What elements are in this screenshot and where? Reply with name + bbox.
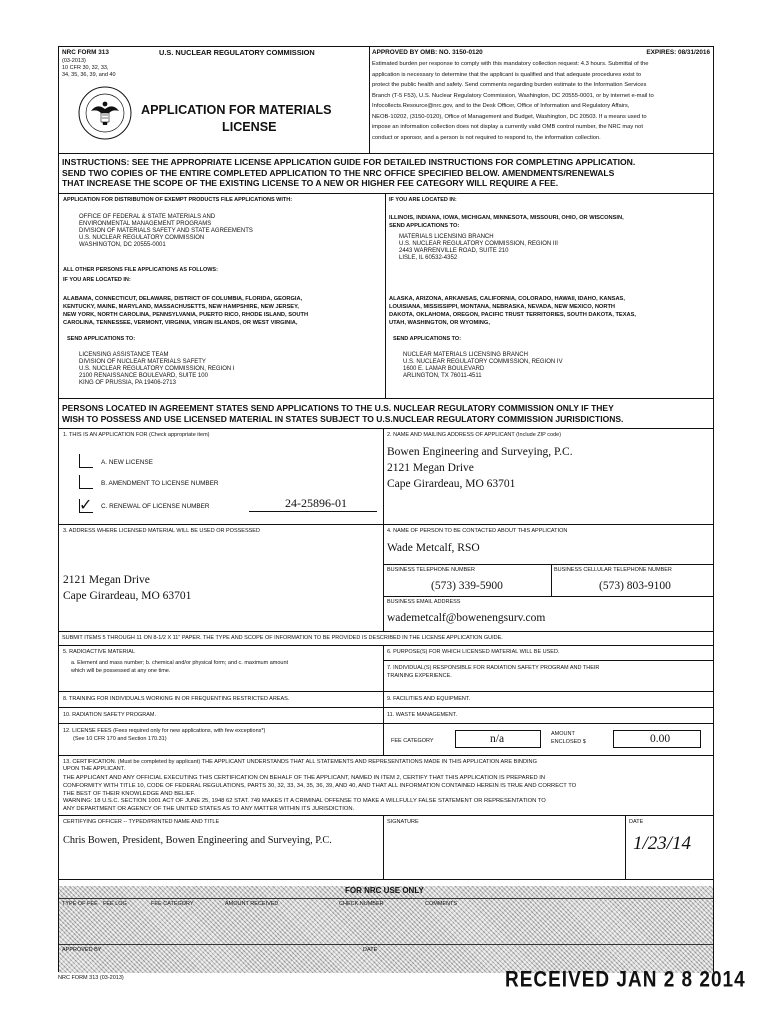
new-license-checkbox[interactable]	[79, 454, 93, 468]
check-number-label: CHECK NUMBER	[339, 901, 384, 907]
renewal-checkmark: ✓	[79, 497, 93, 514]
fee-category-field[interactable]	[455, 730, 541, 748]
item12-fees	[59, 724, 713, 756]
region3-address: MATERIALS LICENSING BRANCH U.S. NUCLEAR REGULATORY COMMISSION, REGION III 2443 WARRENVILLE ROAD, SUITE 210 LISLE, IL 60532-4352	[399, 234, 558, 261]
region4-address: NUCLEAR MATERIALS LICENSING BRANCH U.S. NUCLEAR REGULATORY COMMISSION, REGION IV 1600 E. LAMAR BOULEVARD ARLINGTON, TX 76011-4511	[403, 352, 563, 379]
item12-sub: (See 10 CFR 170 and Section 170.31)	[73, 736, 167, 742]
applicant-name[interactable]: Bowen Engineering and Surveying, P.C.	[387, 446, 573, 458]
agreement-states-text: PERSONS LOCATED IN AGREEMENT STATES SEND APPLICATIONS TO THE U.S. NUCLEAR REGULATORY COMMISSION ONLY IF THEY WISH TO POSSESS AND USE LICENSED MATERIAL IN STATES SUBJECT TO U.S.NUCLEAR REGULATORY COMMISSION JURISDICTIONS.	[62, 403, 624, 424]
use-address-street[interactable]: 2121 Megan Drive	[63, 574, 150, 586]
business-email[interactable]: wademetcalf@bowenengsurv.com	[387, 612, 546, 624]
license-number[interactable]: 24-25896-01	[285, 496, 347, 510]
item9-label: 9. FACILITIES AND EQUIPMENT.	[387, 696, 471, 702]
form-number: NRC FORM 313	[62, 49, 109, 56]
renewal-label: C. RENEWAL OF LICENSE NUMBER	[101, 503, 210, 510]
submit-note-row	[59, 632, 713, 646]
item13-certification	[59, 756, 713, 816]
item3-label: 3. ADDRESS WHERE LICENSED MATERIAL WILL BE USED OR POSSESSED	[63, 528, 260, 534]
nrc-use-heading: FOR NRC USE ONLY	[345, 886, 424, 895]
signature-row	[59, 816, 713, 880]
items-1-2	[59, 429, 713, 525]
amendment-checkbox[interactable]	[79, 475, 93, 489]
located-in-left: IF YOU ARE LOCATED IN:	[63, 277, 131, 283]
amount-received-label: AMOUNT RECEIVED	[225, 901, 279, 907]
form-title-line2: LICENSE	[222, 120, 277, 134]
items-8-9	[59, 692, 713, 708]
date-label: DATE	[629, 819, 644, 825]
item2-label: 2. NAME AND MAILING ADDRESS OF APPLICANT (Include ZIP code)	[387, 432, 562, 438]
region1-address: LICENSING ASSISTANCE TEAM DIVISION OF NUCLEAR MATERIALS SAFETY U.S. NUCLEAR REGULATORY COMMISSION, REGION I 2100 RENAISSANCE BOULEVARD, SUITE 100 KING OF PRUSSIA, PA 19406-2713	[79, 352, 235, 386]
exempt-products-address: OFFICE OF FEDERAL & STATE MATERIALS AND ENVIRONMENTAL MANAGEMENT PROGRAMS DIVISION OF MATERIALS SAFETY AND STATE AGREEMENTS U.S. NUCLEAR REGULATORY COMMISSION WASHINGTON, DC 20555-0001	[79, 214, 253, 248]
item4-label: 4. NAME OF PERSON TO BE CONTACTED ABOUT THIS APPLICATION	[387, 528, 568, 534]
instructions-text: INSTRUCTIONS: SEE THE APPROPRIATE LICENSE APPLICATION GUIDE FOR DETAILED INSTRUCTIONS FOR COMPLETING APPLICATION. SEND TWO COPIES OF THE ENTIRE COMPLETED APPLICATION TO THE NRC OFFICE SPECIFIED BELOW. AMENDMENTS/RENEWALS THAT INCREASE THE SCOPE OF THE EXISTING LICENSE TO A NEW OR HIGHER FEE CATEGORY WILL REQUIRE A FEE.	[62, 157, 636, 188]
exempt-products-heading: APPLICATION FOR DISTRIBUTION OF EXEMPT PRODUCTS FILE APPLICATIONS WITH:	[63, 197, 293, 203]
business-cell[interactable]: (573) 803-9100	[599, 580, 671, 592]
burden-statement: Estimated burden per response to comply with this mandatory collection request: 4.3 hours. Submittal of the application is necessary to determine that the applicant is qualified and that adequate procedures exist to protect the public health and safety. Send comments regarding burden estimate to the Information Services Branch (T-5 F53), U.S. Nuclear Regulatory Commission, Washington, DC 20555-0001, or by internet e-mail to Infocollects.Resource@nrc.gov, and to the Desk Officer, Office of Information and Regulatory Affairs, NEOB-10202, (3150-0120), Office of Management and Budget, Washington, DC 20503. If a means used to impose an information collection does not display a currently valid OMB control number, the NRC may not conduct or sponsor, and a person is not required to respond to, the information collection.	[372, 61, 654, 141]
submit-note: SUBMIT ITEMS 5 THROUGH 11 ON 8-1/2 X 11" PAPER. THE TYPE AND SCOPE OF INFORMATION TO BE PROVIDED IS DESCRIBED IN THE LICENSE APPLICATION GUIDE.	[62, 635, 503, 641]
form-header	[59, 47, 713, 154]
cell-label: BUSINESS CELLULAR TELEPHONE NUMBER	[554, 567, 672, 573]
received-stamp: RECEIVED JAN 2 8 2014	[505, 968, 746, 993]
form-revision: (03-2013)	[62, 58, 86, 64]
certifying-officer-label: CERTIFYING OFFICER -- TYPED/PRINTED NAME AND TITLE	[63, 819, 220, 825]
footer-form-number: NRC FORM 313 (03-2013)	[58, 975, 124, 981]
located-in-right: IF YOU ARE LOCATED IN:	[389, 197, 457, 203]
type-of-fee-label: TYPE OF FEE	[62, 901, 98, 907]
items-10-11	[59, 708, 713, 724]
distribution-section	[59, 194, 713, 399]
items-3-4	[59, 525, 713, 632]
fee-log-label: FEE LOG	[103, 901, 127, 907]
item5-label: 5. RADIOACTIVE MATERIAL	[63, 649, 136, 655]
amount-enclosed-label: AMOUNT ENCLOSED $	[551, 731, 586, 745]
form-title: APPLICATION FOR MATERIALS	[141, 103, 332, 117]
contact-person[interactable]: Wade Metcalf, RSO	[387, 542, 480, 554]
approved-by-label: APPROVED BY	[62, 947, 102, 953]
comments-label: COMMENTS	[425, 901, 458, 907]
region4-states: ALASKA, ARIZONA, ARKANSAS, CALIFORNIA, COLORADO, HAWAII, IDAHO, KANSAS, LOUISIANA, MISSISSIPPI, MONTANA, NEBRASKA, NEVADA, NEW MEXICO, NORTH DAKOTA, OKLAHOMA, OREGON, PACIFIC TRUST TERRITORIES, SOUTH DAKOTA, TEXAS, UTAH, WASHINGTON, OR WYOMING,	[389, 296, 636, 326]
nrc-seal-icon	[77, 85, 133, 141]
send-to-right: SEND APPLICATIONS TO:	[393, 336, 462, 342]
nrc-fee-category-label: FEE CATEGORY	[151, 901, 194, 907]
application-form	[58, 46, 714, 972]
signature-label: SIGNATURE	[387, 819, 419, 825]
omb-approval: APPROVED BY OMB: NO. 3150-0120	[372, 49, 483, 56]
agency-name: U.S. NUCLEAR REGULATORY COMMISSION	[159, 48, 315, 57]
cfr-references: 10 CFR 30, 32, 33,	[62, 65, 109, 71]
item6-label: 6. PURPOSE(S) FOR WHICH LICENSED MATERIAL WILL BE USED.	[387, 649, 560, 655]
email-label: BUSINESS EMAIL ADDRESS	[387, 599, 461, 605]
phone-label: BUSINESS TELEPHONE NUMBER	[387, 567, 475, 573]
instructions-block	[59, 154, 713, 194]
item7-label: 7. INDIVIDUAL(S) RESPONSIBLE FOR RADIATION SAFETY PROGRAM AND THEIR TRAINING EXPERIENCE.	[387, 665, 600, 679]
fee-category-value: n/a	[490, 733, 505, 745]
nrc-date-label: DATE	[363, 947, 378, 953]
signed-date[interactable]: 1/23/14	[633, 833, 692, 854]
certification-text: THE APPLICANT AND ANY OFFICIAL EXECUTING THIS CERTIFICATION ON BEHALF OF THE APPLICANT, NAMED IN ITEM 2, CERTIFY THAT THIS APPLICATION IS PREPARED IN CONFORMITY WITH TITLE 10, CODE OF FEDERAL REGULATIONS, PARTS 30, 32, 33, 34, 35, 36, 39, AND 40, AND THAT ALL INFORMATION CONTAINED HEREIN IS TRUE AND CORRECT TO THE BEST OF THEIR KNOWLEDGE AND BELIEF. WARNING: 18 U.S.C. SECTION 1001 ACT OF JUNE 25, 1948 62 STAT. 749 MAKES IT A CRIMINAL OFFENSE TO MAKE A WILLFULLY FALSE STATEMENT OR REPRESENTATION TO ANY DEPARTMENT OR AGENCY OF THE UNITED STATES AS TO ANY MATTER WITHIN ITS JURISDICTION.	[63, 775, 577, 813]
item8-label: 8. TRAINING FOR INDIVIDUALS WORKING IN OR FREQUENTING RESTRICTED AREAS.	[63, 696, 290, 702]
agreement-states-block	[59, 399, 713, 429]
item10-label: 10. RADIATION SAFETY PROGRAM.	[63, 712, 157, 718]
nrc-use-only-section	[59, 886, 713, 973]
cfr-references-2: 34, 35, 36, 39, and 40	[62, 72, 116, 78]
fee-category-label: FEE CATEGORY	[391, 738, 434, 744]
amount-value: 0.00	[650, 733, 671, 745]
expiration-date: EXPIRES: 08/31/2016	[646, 49, 710, 56]
applicant-city[interactable]: Cape Girardeau, MO 63701	[387, 478, 516, 490]
business-phone[interactable]: (573) 339-5900	[431, 580, 503, 592]
send-to-left: SEND APPLICATIONS TO:	[67, 336, 136, 342]
item12-label: 12. LICENSE FEES (Fees required only for new applications, with few exceptions*)	[63, 728, 266, 734]
region3-states: ILLINOIS, INDIANA, IOWA, MICHIGAN, MINNESOTA, MISSOURI, OHIO, OR WISCONSIN, SEND APPLICATIONS TO:	[389, 215, 624, 229]
all-other-persons: ALL OTHER PERSONS FILE APPLICATIONS AS FOLLOWS:	[63, 267, 218, 273]
use-address-city[interactable]: Cape Girardeau, MO 63701	[63, 590, 192, 602]
applicant-street[interactable]: 2121 Megan Drive	[387, 462, 474, 474]
amendment-label: B. AMENDMENT TO LICENSE NUMBER	[101, 480, 219, 487]
item5a-label: a. Element and mass number; b. chemical and/or physical form; and c. maximum amount which will be possessed at any one time.	[71, 660, 289, 674]
items-5-7	[59, 646, 713, 692]
region1-states: ALABAMA, CONNECTICUT, DELAWARE, DISTRICT OF COLUMBIA, FLORIDA, GEORGIA, KENTUCKY, MAINE, MARYLAND, MASSACHUSETTS, NEW HAMPSHIRE, NEW JERSEY, NEW YORK, NORTH CAROLINA, PENNSYLVANIA, PUERTO RICO, RHODE ISLAND, SOUTH CAROLINA, TENNESSEE, VERMONT, VIRGINIA, VIRGIN ISLANDS, OR WEST VIRGINIA,	[63, 296, 309, 326]
amount-field[interactable]	[613, 730, 701, 748]
item11-label: 11. WASTE MANAGEMENT.	[387, 712, 457, 718]
new-license-label: A. NEW LICENSE	[101, 459, 153, 466]
item13-label: 13. CERTIFICATION. (Must be completed by applicant) THE APPLICANT UNDERSTANDS THAT ALL STATEMENTS AND REPRESENTATIONS MADE IN THIS APPLICATION ARE BINDING UPON THE APPLICANT.	[63, 759, 537, 772]
item1-label: 1. THIS IS AN APPLICATION FOR (Check appropriate item)	[63, 432, 210, 438]
certifying-officer[interactable]: Chris Bowen, President, Bowen Engineering and Surveying, P.C.	[63, 835, 332, 846]
